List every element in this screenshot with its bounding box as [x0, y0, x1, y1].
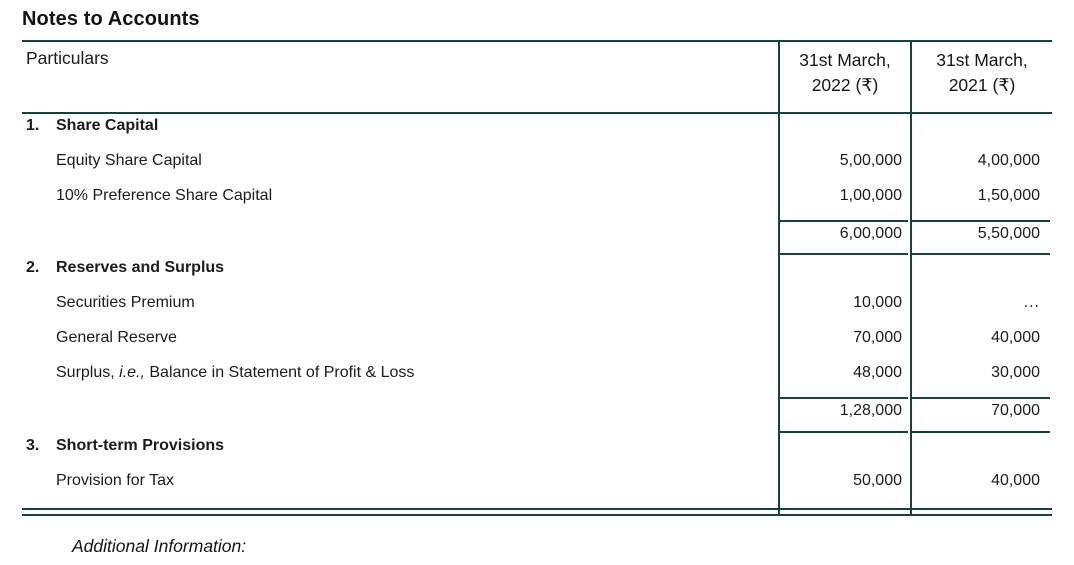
note-title: Reserves and Surplus: [56, 259, 225, 276]
total-value-2022: 6,00,000: [839, 225, 902, 242]
subtotal-rule-2022: [780, 397, 908, 399]
table-top-border: [22, 40, 1052, 42]
row-label-pre: Surplus,: [56, 364, 120, 381]
subtotal-rule-2021-close: [912, 431, 1050, 433]
total-value-2021: 70,000: [991, 402, 1040, 419]
column-header-year-2022: [786, 48, 904, 99]
total-value-2021: 5,50,000: [977, 225, 1040, 242]
note-number: 1.: [26, 117, 40, 134]
column-header-year-2022-line1: 31st March,: [799, 50, 891, 70]
note-total-row: [0, 402, 1040, 430]
note-number: 3.: [26, 437, 40, 454]
note-total-row: [0, 225, 1040, 253]
subtotal-rule-2021-close: [912, 253, 1050, 255]
row-label: Provision for Tax: [56, 472, 174, 489]
table-row: [0, 329, 1040, 357]
table-row: [0, 152, 1040, 180]
note-heading-row: [0, 117, 1030, 145]
column-header-year-2021: [918, 48, 1046, 99]
table-row: [0, 364, 1040, 392]
row-value-2022: 48,000: [853, 364, 902, 381]
subtotal-rule-2021: [912, 220, 1050, 222]
table-bottom-border-outer: [22, 508, 1052, 510]
additional-information-label: Additional Information:: [72, 536, 247, 556]
row-value-2021: ...: [1023, 294, 1040, 311]
row-label: Equity Share Capital: [56, 152, 202, 169]
row-label-italic: i.e.,: [119, 364, 145, 381]
row-label: General Reserve: [56, 329, 177, 346]
note-title: Short-term Provisions: [56, 437, 225, 454]
row-value-2021: 40,000: [991, 329, 1040, 346]
row-label: Securities Premium: [56, 294, 195, 311]
table-row: [0, 472, 1040, 500]
row-label-post: Balance in Statement of Profit & Loss: [144, 364, 415, 381]
row-value-2022: 1,00,000: [839, 187, 902, 204]
table-row: [0, 187, 1040, 215]
row-value-2021: 40,000: [991, 472, 1040, 489]
page-title: Notes to Accounts: [22, 8, 200, 30]
row-value-2021: 1,50,000: [977, 187, 1040, 204]
note-title: Share Capital: [56, 117, 159, 134]
column-header-year-2021-line1: 31st March,: [936, 50, 1028, 70]
subtotal-rule-2021: [912, 397, 1050, 399]
row-value-2022: 10,000: [853, 294, 902, 311]
row-value-2021: 4,00,000: [977, 152, 1040, 169]
row-value-2021: 30,000: [991, 364, 1040, 381]
subtotal-rule-2022-close: [780, 431, 908, 433]
total-value-2022: 1,28,000: [839, 402, 902, 419]
row-label: 10% Preference Share Capital: [56, 187, 273, 204]
row-value-2022: 50,000: [853, 472, 902, 489]
column-header-year-2021-line2: 2021 (₹): [948, 75, 1016, 96]
table-bottom-border-inner: [22, 514, 1052, 516]
subtotal-rule-2022-close: [780, 253, 908, 255]
row-value-2022: 5,00,000: [839, 152, 902, 169]
column-header-year-2022-line2: 2022 (₹): [811, 75, 879, 96]
column-header-particulars: Particulars: [26, 48, 109, 68]
row-label: [56, 364, 414, 382]
table-header-border: [22, 112, 1052, 114]
table-row: [0, 294, 1040, 322]
note-number: 2.: [26, 259, 40, 276]
note-heading-row: [0, 259, 1030, 287]
row-value-2022: 70,000: [853, 329, 902, 346]
subtotal-rule-2022: [780, 220, 908, 222]
note-heading-row: [0, 437, 1030, 465]
